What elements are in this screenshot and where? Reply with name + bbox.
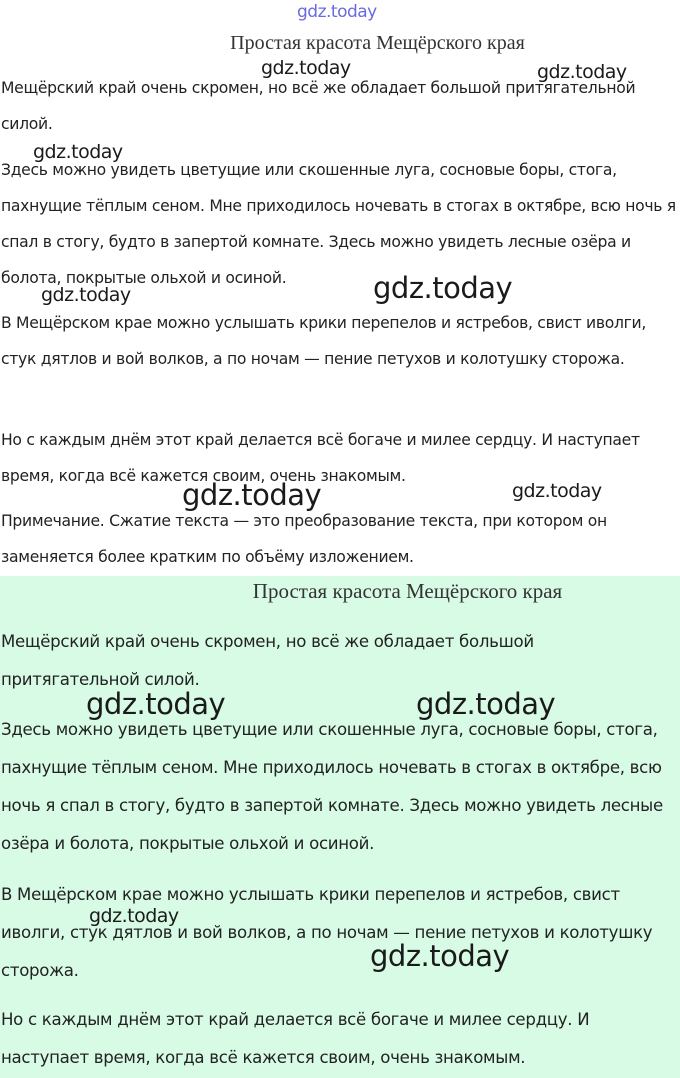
- paragraph: Здесь можно увидеть цветущие или скошенные луга, сосновые боры, стога, пахнущие тёплым сеном. Мне приходилось ночевать в стогах в октябре, всю ночь я спал в стогу, будто в запертой комнате. Здесь можно увидеть лесные озёра и болота, покрытые ольхой и осиной.: [1, 161, 676, 287]
- watermark: gdz.today: [182, 478, 322, 512]
- watermark: gdz.today: [33, 141, 123, 163]
- watermark: gdz.today: [512, 480, 602, 502]
- paragraph: В Мещёрском крае можно услышать крики перепелов и ястребов, свист иволги, стук дятлов и вой волков, а по ночам — пение петухов и колотушку сторожа.: [1, 314, 647, 368]
- watermark: gdz.today: [86, 687, 226, 721]
- answer-text-section: [0, 576, 680, 1078]
- watermark: gdz.today: [373, 271, 513, 305]
- watermark: gdz.today: [416, 687, 556, 721]
- paragraph: Но с каждым днём этот край делается всё богаче и милее сердцу. И наступает время, когда всё кажется своим, очень знакомым.: [1, 1010, 590, 1067]
- note-paragraph: Примечание. Сжатие текста — это преобразование текста, при котором он заменяется более кратким по объёму изложением.: [1, 512, 607, 566]
- watermark: gdz.today: [370, 939, 510, 973]
- watermark: gdz.today: [261, 57, 351, 79]
- watermark: gdz.today: [41, 284, 131, 306]
- paragraph: Мещёрский край очень скромен, но всё же обладает большой притягательной силой.: [1, 632, 534, 689]
- paragraph: В Мещёрском крае можно услышать крики перепелов и ястребов, свист иволги, стук дятлов и вой волков, а по ночам — пение петухов и колотушку сторожа.: [1, 885, 653, 980]
- paragraph: Здесь можно увидеть цветущие или скошенные луга, сосновые боры, стога, пахнущие тёплым сеном. Мне приходилось ночевать в стогах в октябре, всю ночь я спал в стогу, будто в запертой комнате. Здесь можно увидеть лесные озёра и болота, покрытые ольхой и осиной.: [1, 720, 663, 853]
- paragraph: Мещёрский край очень скромен, но всё же обладает большой притягательной силой.: [1, 79, 636, 133]
- watermark: gdz.today: [89, 905, 179, 927]
- paragraph: Но с каждым днём этот край делается всё богаче и милее сердцу. И наступает время, когда всё кажется своим, очень знакомым.: [1, 431, 640, 485]
- watermark: gdz.today: [537, 61, 627, 83]
- site-logo[interactable]: gdz.today: [297, 2, 377, 22]
- answer-title: Простая красота Мещёрского края: [252, 579, 563, 603]
- page-title: Простая красота Мещёрского края: [230, 32, 525, 54]
